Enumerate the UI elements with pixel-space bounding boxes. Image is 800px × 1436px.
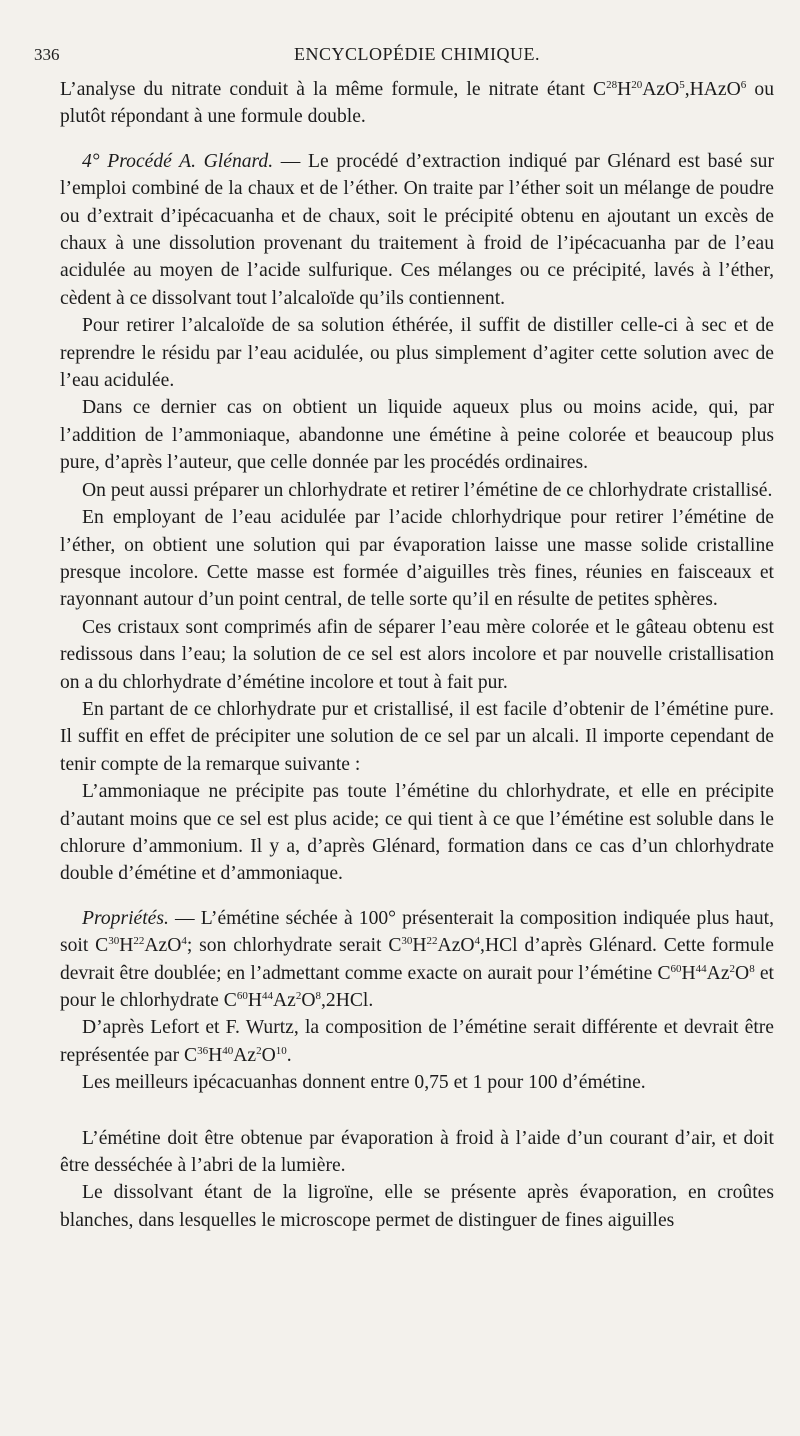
paragraph-p9: L’ammoniaque ne précipite pas toute l’émétine du chlorhydrate, et elle en précipite d’autant moins que ce sel est plus acide; ce qui tient à ce que l’émétine est soluble dans le chlorure d’ammonium. Il y a, d’après Glénard, formation dans ce cas d’un chlorhydrate double d’émétine et d’ammoniaque. — [60, 781, 774, 885]
running-title: ENCYCLOPÉDIE CHIMIQUE. — [294, 44, 540, 64]
paragraph-p3: Pour retirer l’alcaloïde de sa solution éthérée, il suffit de distiller celle-ci à sec et de reprendre le résidu par l’eau acidulée, ou plus simplement d’agiter cette solution avec de l’eau acidulée. — [60, 315, 774, 392]
paragraph-p8: En partant de ce chlorhydrate pur et cristallisé, il est facile d’obtenir de l’émétine pure. Il suffit en effet de précipiter une solution de ce sel par un alcali. Il importe cependant de tenir compte de la remarque suivante : — [60, 698, 774, 775]
paragraph-p11: D’après Lefort et F. Wurtz, la composition de l’émétine serait différente et devrait être représentée par $C^{36}H^{40}Az^2O^{10}$. — [60, 1017, 774, 1066]
paragraph-p10: Propriétés. — L’émétine séchée à 100° présenterait la composition indiquée plus haut, soit $C^{30}H^{22}AzO^4$; son chlorhydrate serait $C^{30}H^{22}AzO^4,HCl$ d’après Glénard. Cette formule devrait être doublée; en l’admettant comme exacte on aurait pour l’émétine $C^{60}H^{44}Az^2O^8$ et pour le chlorhydrate $C^{60}H^{44}Az^2O^8,2HCl$. — [60, 907, 774, 1011]
paragraph-p1: L’analyse du nitrate conduit à la même formule, le nitrate étant $C^{28}H^{20}AzO^5,HAzO^6$ ou plutôt répondant à une formule double. — [60, 79, 774, 128]
paragraph-p7: Ces cristaux sont comprimés afin de séparer l’eau mère colorée et le gâteau obtenu est redissous dans l’eau; la solution de ce sel est alors incolore et par nouvelle cristallisation on a du chlorhydrate d’émétine incolore et tout à fait pur. — [60, 616, 774, 693]
paragraph-p13: L’émétine doit être obtenue par évaporation à froid à l’aide d’un courant d’air, et doit être desséchée à l’abri de la lumière. — [60, 1127, 774, 1177]
paragraph-p5: On peut aussi préparer un chlorhydrate et retirer l’émétine de ce chlorhydrate cristallisé. — [82, 479, 773, 501]
page-header — [34, 44, 774, 70]
paragraph-p2: 4° Procédé A. Glénard. — Le procédé d’extraction indiqué par Glénard est basé sur l’emploi combiné de la chaux et de l’éther. On traite par l’éther soit un mélange de poudre ou d’extrait d’ipécacuanha et de chaux, soit le précipité obtenu en ajoutant un excès de chaux à une dissolution provenant du traitement à froid de l’ipécacuanha par de l’eau acidulée au moyen de l’acide sulfurique. Ces mélanges ou ce précipité, lavés à l’éther, cèdent à ce dissolvant tout l’alcaloïde qu’ils contiennent. — [60, 150, 774, 309]
body-text — [60, 76, 774, 1234]
paragraph-p14: Le dissolvant étant de la ligroïne, elle se présente après évaporation, en croûtes blanches, dans lesquelles le microscope permet de distinguer de fines aiguilles — [60, 1182, 774, 1231]
paragraph-p6: En employant de l’eau acidulée par l’acide chlorhydrique pour retirer l’émétine de l’éther, on obtient une solution qui par évaporation laisse une masse solide cristalline presque incolore. Cette masse est formée d’aiguilles très fines, réunies en faisceaux et rayonnant autour d’un point central, de telle sorte qu’il en résulte de petites sphères. — [60, 507, 774, 611]
paragraph-p4: Dans ce dernier cas on obtient un liquide aqueux plus ou moins acide, qui, par l’addition de l’ammoniaque, abandonne une émétine à peine colorée et beaucoup plus pure, d’après l’auteur, que celle donnée par les procédés ordinaires. — [60, 397, 774, 474]
paragraph-p12: Les meilleurs ipécacuanhas donnent entre 0,75 et 1 pour 100 d’émétine. — [82, 1072, 646, 1094]
page-number: 336 — [34, 45, 60, 64]
